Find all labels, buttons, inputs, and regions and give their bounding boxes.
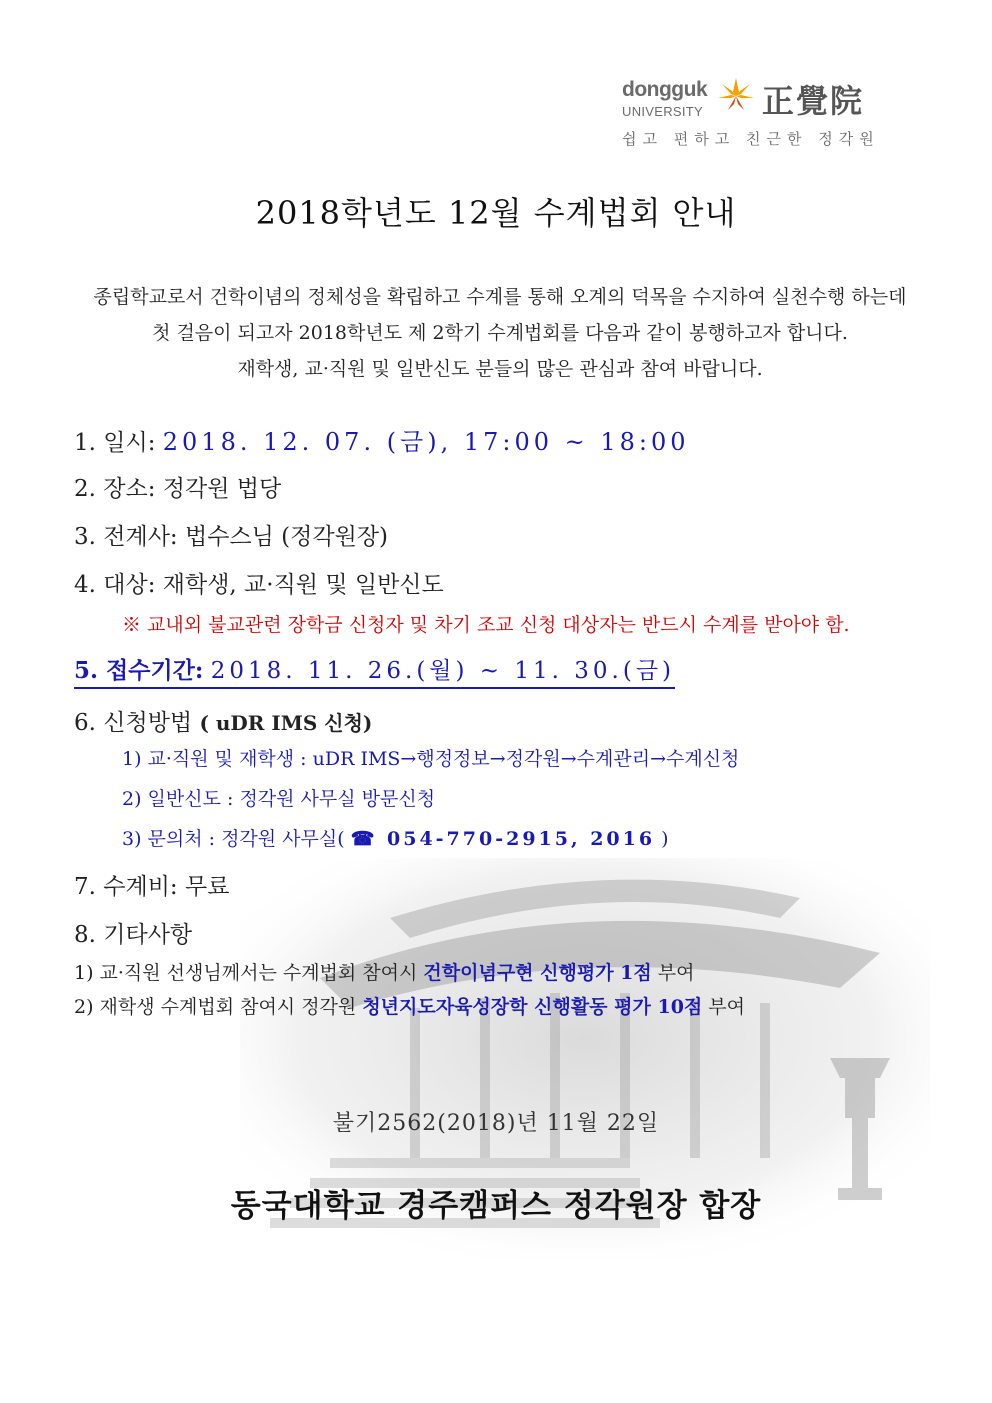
item-datetime-value: 2018. 12. 07. (금), 17:00 ~ 18:00 xyxy=(162,428,690,456)
item-misc xyxy=(74,916,192,949)
item-period xyxy=(74,652,675,689)
method-sub-2-value: 정각원 사무실 방문신청 xyxy=(239,788,436,810)
item-datetime-label: 1. 일시: xyxy=(74,430,156,456)
item-method xyxy=(74,704,372,737)
item-period-label: 5. 접수기간: xyxy=(74,657,204,684)
misc-sub-1 xyxy=(74,958,695,985)
item-target-value: 재학생, 교·직원 및 일반신도 xyxy=(162,572,444,598)
signature: 동국대학교 경주캠퍼스 정각원장 합장 xyxy=(230,1188,762,1224)
item-target xyxy=(74,566,444,599)
method-sub-1-label: 1) 교·직원 및 재학생 : xyxy=(122,748,313,770)
item-fee xyxy=(74,868,229,901)
item-place xyxy=(74,470,281,503)
logo xyxy=(622,72,882,152)
misc-sub-2-highlight: 청년지도자육성장학 신행활동 평가 10점 xyxy=(362,996,703,1018)
item-method-label: 6. 신청방법 xyxy=(74,710,193,736)
method-sub-3-label: 3) 문의처 : 정각원 사무실( xyxy=(122,828,345,850)
logo-brand: dongguk xyxy=(622,78,708,101)
method-sub-1 xyxy=(122,744,739,771)
intro-line-1: 종립학교로서 건학이념의 정체성을 확립하고 수계를 통해 오계의 덕목을 수지하여 실천수행 하는데 xyxy=(93,286,907,308)
misc-sub-1-highlight: 건학이념구현 신행평가 1점 xyxy=(423,962,652,984)
logo-slogan: 쉽고 편하고 친근한 정각원 xyxy=(622,130,880,148)
item-fee-value: 무료 xyxy=(184,874,230,900)
method-sub-3-close: ) xyxy=(661,828,669,850)
logo-hanja: 正覺院 xyxy=(762,82,865,120)
item-datetime xyxy=(74,422,690,457)
method-sub-2 xyxy=(122,784,435,811)
target-note: ※ 교내외 불교관련 장학금 신청자 및 차기 조교 신청 대상자는 반드시 수계를 받아야 함. xyxy=(122,614,850,636)
misc-sub-1-post: 부여 xyxy=(651,962,695,984)
item-preceptor-value: 법수스님 (정각원장) xyxy=(184,524,388,550)
intro-line-2: 첫 걸음이 되고자 2018학년도 제 2학기 수계법회를 다음과 같이 봉행하고자 합니다. xyxy=(152,322,848,344)
misc-sub-1-pre: 1) 교·직원 선생님께서는 수계법회 참여시 xyxy=(74,962,424,984)
logo-university: UNIVERSITY xyxy=(622,104,704,119)
item-preceptor xyxy=(74,518,388,551)
method-sub-1-value: uDR IMS→행정정보→정각원→수계관리→수계신청 xyxy=(312,748,740,770)
item-preceptor-label: 3. 전계사: xyxy=(74,524,178,550)
misc-sub-2-pre: 2) 재학생 수계법회 참여시 정각원 xyxy=(74,996,363,1018)
issue-date: 불기2562(2018)년 11월 22일 xyxy=(332,1111,660,1136)
page-title: 2018학년도 12월 수계법회 안내 xyxy=(255,194,737,232)
method-sub-2-label: 2) 일반신도 : xyxy=(122,788,240,810)
item-target-label: 4. 대상: xyxy=(74,572,156,598)
misc-sub-2 xyxy=(74,992,745,1019)
lotus-icon xyxy=(714,74,758,118)
intro-line-3: 재학생, 교·직원 및 일반신도 분들의 많은 관심과 참여 바랍니다. xyxy=(237,358,763,380)
item-fee-label: 7. 수계비: xyxy=(74,874,178,900)
item-misc-label: 8. 기타사항 xyxy=(74,922,193,948)
method-sub-3 xyxy=(122,824,669,851)
item-place-value: 정각원 법당 xyxy=(162,476,282,502)
item-place-label: 2. 장소: xyxy=(74,476,156,502)
item-period-value: 2018. 11. 26.(월) ~ 11. 30.(금) xyxy=(210,658,676,684)
method-sub-3-value: ☎ 054-770-2915, 2016 xyxy=(350,828,656,850)
item-method-value: ( uDR IMS 신청) xyxy=(199,711,373,735)
misc-sub-2-post: 부여 xyxy=(702,996,746,1018)
